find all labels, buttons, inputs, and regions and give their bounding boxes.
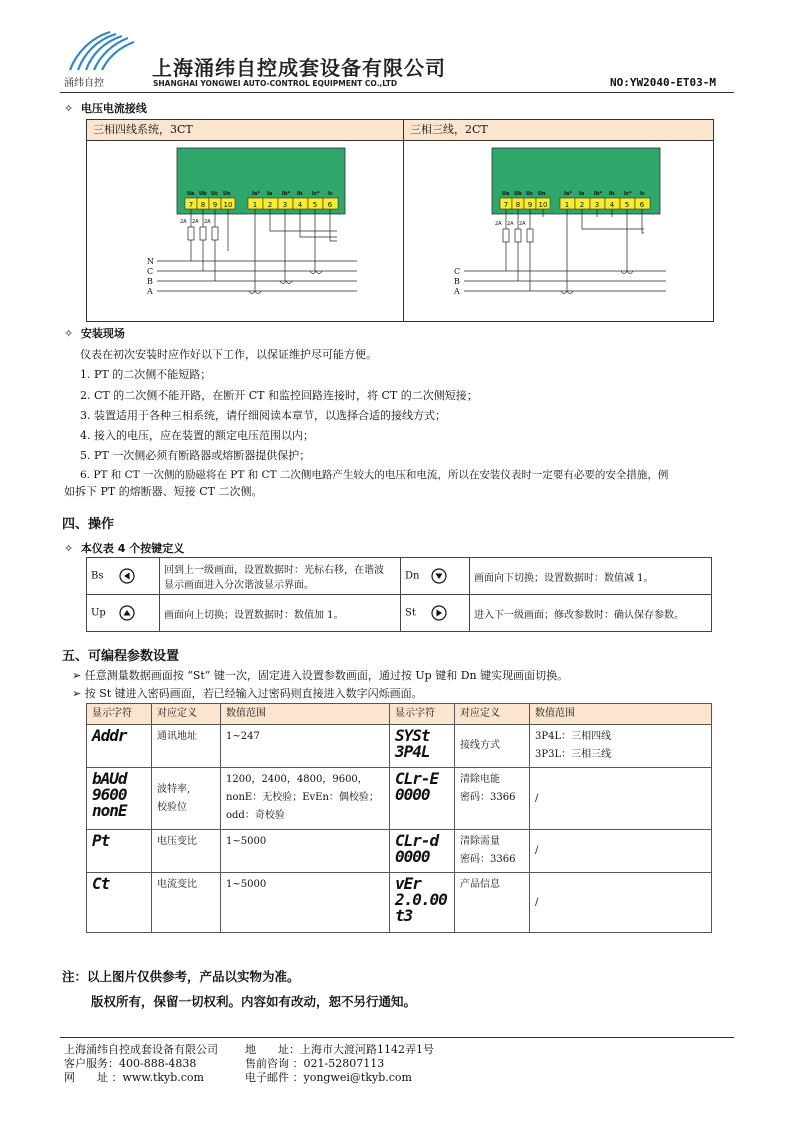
col-header-display-2: 显示字符 [390, 704, 455, 725]
fuse-label-a: 2A [180, 219, 187, 225]
col-header-definition-2: 对应定义 [455, 704, 530, 725]
definition: 产品信息 [455, 873, 530, 933]
col-header-range-2: 数值范围 [530, 704, 712, 725]
display-chars: SYSt 3P4L [390, 725, 455, 768]
term-num-4: 4 [297, 201, 303, 209]
key-bs-label: Bs [91, 570, 104, 582]
term-un-r: Un [538, 191, 546, 197]
term-un: Un [223, 191, 231, 197]
term-ub-r: Ub [514, 191, 522, 197]
display-chars: CLr-E 0000 [390, 768, 455, 830]
term-ic-star: Ic* [312, 191, 320, 197]
keys-section-title: ✧ 本仪表 4 个按键定义 [64, 542, 185, 555]
footer-presale: 售前咨询 ：021-52807113 [245, 1057, 385, 1070]
table-row [87, 725, 712, 768]
range: 1200，2400，4800，9600， nonE：无校验；EvEn：偶校验； odd：奇校验 [221, 768, 390, 830]
fuse-label-b-r: 2A [507, 221, 514, 227]
key-up-cell [87, 595, 160, 632]
term-num-1-r: 1 [564, 201, 570, 209]
down-arrow-icon [431, 568, 447, 584]
term-num-10: 10 [223, 201, 233, 209]
params-header-row [87, 704, 712, 725]
table-row [87, 830, 712, 873]
term-ia-star-r: Ia* [564, 191, 572, 197]
table-row [87, 873, 712, 933]
term-num-5-r: 5 [624, 201, 630, 209]
term-num-4-r: 4 [609, 201, 615, 209]
install-item-2: 2. CT 的二次侧不能开路，在断开 CT 和监控回路连接时，将 CT 的二次侧短接； [80, 389, 478, 402]
line-label-b-r: B [454, 277, 460, 286]
term-uc: Uc [211, 191, 219, 197]
display-chars: Addr [87, 725, 152, 768]
line-label-a-r: A [454, 287, 460, 296]
range: / [530, 830, 712, 873]
params-table [86, 703, 712, 933]
footer-rule [60, 1037, 734, 1038]
term-ib-star: Ib* [282, 191, 291, 197]
range: 1~247 [221, 725, 390, 768]
term-num-8-r: 8 [515, 201, 521, 209]
term-ic-r: Ic [640, 191, 645, 197]
table-row [87, 768, 712, 830]
term-num-9: 9 [212, 201, 218, 209]
email-link[interactable]: yongwei@tkyb.com [303, 1071, 412, 1084]
line-label-n: N [147, 257, 154, 266]
key-bs-cell [87, 558, 160, 595]
install-section-title: ✧ 安装现场 [64, 327, 125, 340]
params-bullet-1: ➢ 任意测量数据画面按 “St” 键一次，固定进入设置参数画面，通过按 Up 键和 Dn 键实现画面切换。 [72, 669, 569, 682]
key-bs-desc: 回到上一级画面，设置数据时：光标右移，在谐波 显示画面进入分次谐波显示界面。 [160, 558, 401, 595]
wiring-section-title: ✧ 电压电流接线 [64, 102, 147, 115]
wiring-diagram-frame [86, 119, 714, 322]
term-num-2: 2 [267, 201, 273, 209]
fuse-label-a-r: 2A [495, 221, 502, 227]
wiring-panel-3p3w [404, 120, 713, 321]
term-ub: Ub [199, 191, 207, 197]
term-ua: Ua [187, 191, 195, 197]
footer-address: 地 址：上海市大渡河路1142弄1号 [245, 1043, 434, 1056]
left-arrow-icon [119, 568, 135, 584]
key-dn-label: Dn [405, 570, 420, 582]
display-chars: bAUd 9600 nonE [87, 768, 152, 830]
term-ib-r: Ib [609, 191, 615, 197]
display-chars: Pt [87, 830, 152, 873]
key-st-cell [401, 595, 470, 632]
install-intro: 仪表在初次安装时应作好以下工作，以保证维护尽可能方便。 [80, 348, 377, 361]
term-num-7-r: 7 [503, 201, 509, 209]
term-num-2-r: 2 [579, 201, 585, 209]
params-bullet-2: ➢ 按 St 键进入密码画面，若已经输入过密码则直接进入数字闪烁画面。 [72, 687, 423, 700]
triangle-bullet-icon: ➢ [72, 669, 82, 682]
wiring-panel-3p3w-label: 三相三线，2CT [404, 120, 713, 141]
company-logo [66, 24, 138, 74]
operation-heading: 四、操作 [62, 517, 115, 532]
term-num-7: 7 [188, 201, 194, 209]
keys-table [86, 557, 712, 632]
install-item-6-line2: 如拆下 PT 的熔断器、短接 CT 二次侧。 [64, 485, 263, 498]
note-line-1: 注：以上图片仅供参考，产品以实物为准。 [62, 969, 300, 984]
definition: 电压变比 [152, 830, 221, 873]
install-item-1: 1. PT 的二次侧不能短路； [80, 368, 212, 381]
document-number: NO:YW2040-ET03-M [610, 76, 716, 89]
line-label-b: B [147, 277, 153, 286]
key-up-label: Up [91, 607, 106, 619]
definition: 电流变比 [152, 873, 221, 933]
term-num-3-r: 3 [594, 201, 600, 209]
definition: 清除电能 密码：3366 [455, 768, 530, 830]
header-rule [60, 92, 734, 93]
fuse-label-c-r: 2A [519, 221, 526, 227]
key-up-desc: 画面向上切换；设置数据时：数值加 1。 [160, 595, 401, 632]
term-ic-star-r: Ic* [624, 191, 632, 197]
fuse-label-b: 2A [192, 219, 199, 225]
col-header-display: 显示字符 [87, 704, 152, 725]
term-ia-r: Ia [579, 191, 585, 197]
key-st-desc: 进入下一级画面；修改参数时：确认保存参数。 [470, 595, 712, 632]
wiring-diagram-3p4w [87, 141, 403, 321]
display-chars: Ct [87, 873, 152, 933]
definition: 清除需量 密码：3366 [455, 830, 530, 873]
logo-caption: 涌纬自控 [64, 78, 104, 89]
term-num-1: 1 [252, 201, 258, 209]
term-ia-star: Ia* [252, 191, 260, 197]
term-num-6: 6 [327, 201, 333, 209]
install-item-5: 5. PT 一次侧必须有断路器或熔断器提供保护； [80, 449, 311, 462]
diamond-bullet-icon: ✧ [64, 102, 74, 115]
line-label-a: A [147, 287, 153, 296]
col-header-definition: 对应定义 [152, 704, 221, 725]
term-ib: Ib [297, 191, 303, 197]
footer-service: 客户服务：400-888-4838 [64, 1057, 197, 1070]
range: / [530, 873, 712, 933]
install-item-6-line1: 6. PT 和 CT 一次侧的励磁将在 PT 和 CT 二次侧电路产生较大的电压和电流，所以在安装仪表时一定要有必要的安全措施，例 [80, 469, 669, 481]
note-line-2: 版权所有，保留一切权利。内容如有改动，恕不另行通知。 [91, 994, 417, 1009]
footer-email: 电子邮件 ：yongwei@tkyb.com [245, 1071, 412, 1084]
company-name-en: SHANGHAI YONGWEI AUTO-CONTROL EQUIPMENT CO.,LTD [153, 79, 398, 88]
definition: 接线方式 [455, 725, 530, 768]
term-ib-star-r: Ib* [594, 191, 603, 197]
diamond-bullet-icon: ✧ [64, 327, 74, 340]
wiring-diagram-3p3w [404, 141, 713, 321]
term-ua-r: Ua [502, 191, 510, 197]
footer-website: 网 址 ：www.tkyb.com [64, 1071, 204, 1084]
term-num-8: 8 [200, 201, 206, 209]
key-dn-cell [401, 558, 470, 595]
col-header-range: 数值范围 [221, 704, 390, 725]
table-row [87, 558, 712, 595]
term-num-5: 5 [312, 201, 318, 209]
company-name-cn: 上海涌纬自控成套设备有限公司 [152, 56, 446, 80]
install-item-4: 4. 接入的电压，应在装置的额定电压范围以内； [80, 429, 314, 442]
term-num-6-r: 6 [639, 201, 645, 209]
wiring-panel-3p4w [87, 120, 404, 321]
key-dn-desc: 画面向下切换；设置数据时：数值减 1。 [470, 558, 712, 595]
definition: 通讯地址 [152, 725, 221, 768]
website-link[interactable]: www.tkyb.com [122, 1071, 204, 1084]
table-row [87, 595, 712, 632]
display-chars: CLr-d 0000 [390, 830, 455, 873]
install-item-3: 3. 装置适用于各种三相系统，请仔细阅读本章节，以选择合适的接线方式； [80, 409, 446, 422]
term-uc-r: Uc [526, 191, 534, 197]
term-num-3: 3 [282, 201, 288, 209]
range: / [530, 768, 712, 830]
display-chars: vEr 2.0.00 t3 [390, 873, 455, 933]
range: 1~5000 [221, 873, 390, 933]
term-ic: Ic [328, 191, 333, 197]
term-num-10-r: 10 [538, 201, 548, 209]
range: 1~5000 [221, 830, 390, 873]
term-ia: Ia [267, 191, 273, 197]
fuse-label-c: 2A [204, 219, 211, 225]
definition: 波特率, 校验位 [152, 768, 221, 830]
wiring-panel-3p4w-label: 三相四线系统，3CT [87, 120, 403, 141]
right-arrow-icon [431, 605, 447, 621]
range: 3P4L：三相四线 3P3L：三相三线 [530, 725, 712, 768]
term-num-9-r: 9 [527, 201, 533, 209]
line-label-c: C [147, 267, 154, 276]
line-label-c-r: C [454, 267, 461, 276]
key-st-label: St [405, 607, 416, 619]
up-arrow-icon [119, 605, 135, 621]
triangle-bullet-icon: ➢ [72, 687, 82, 700]
diamond-bullet-icon: ✧ [64, 542, 74, 555]
footer-company: 上海涌纬自控成套设备有限公司 [64, 1043, 218, 1056]
params-heading: 五、可编程参数设置 [62, 649, 180, 664]
